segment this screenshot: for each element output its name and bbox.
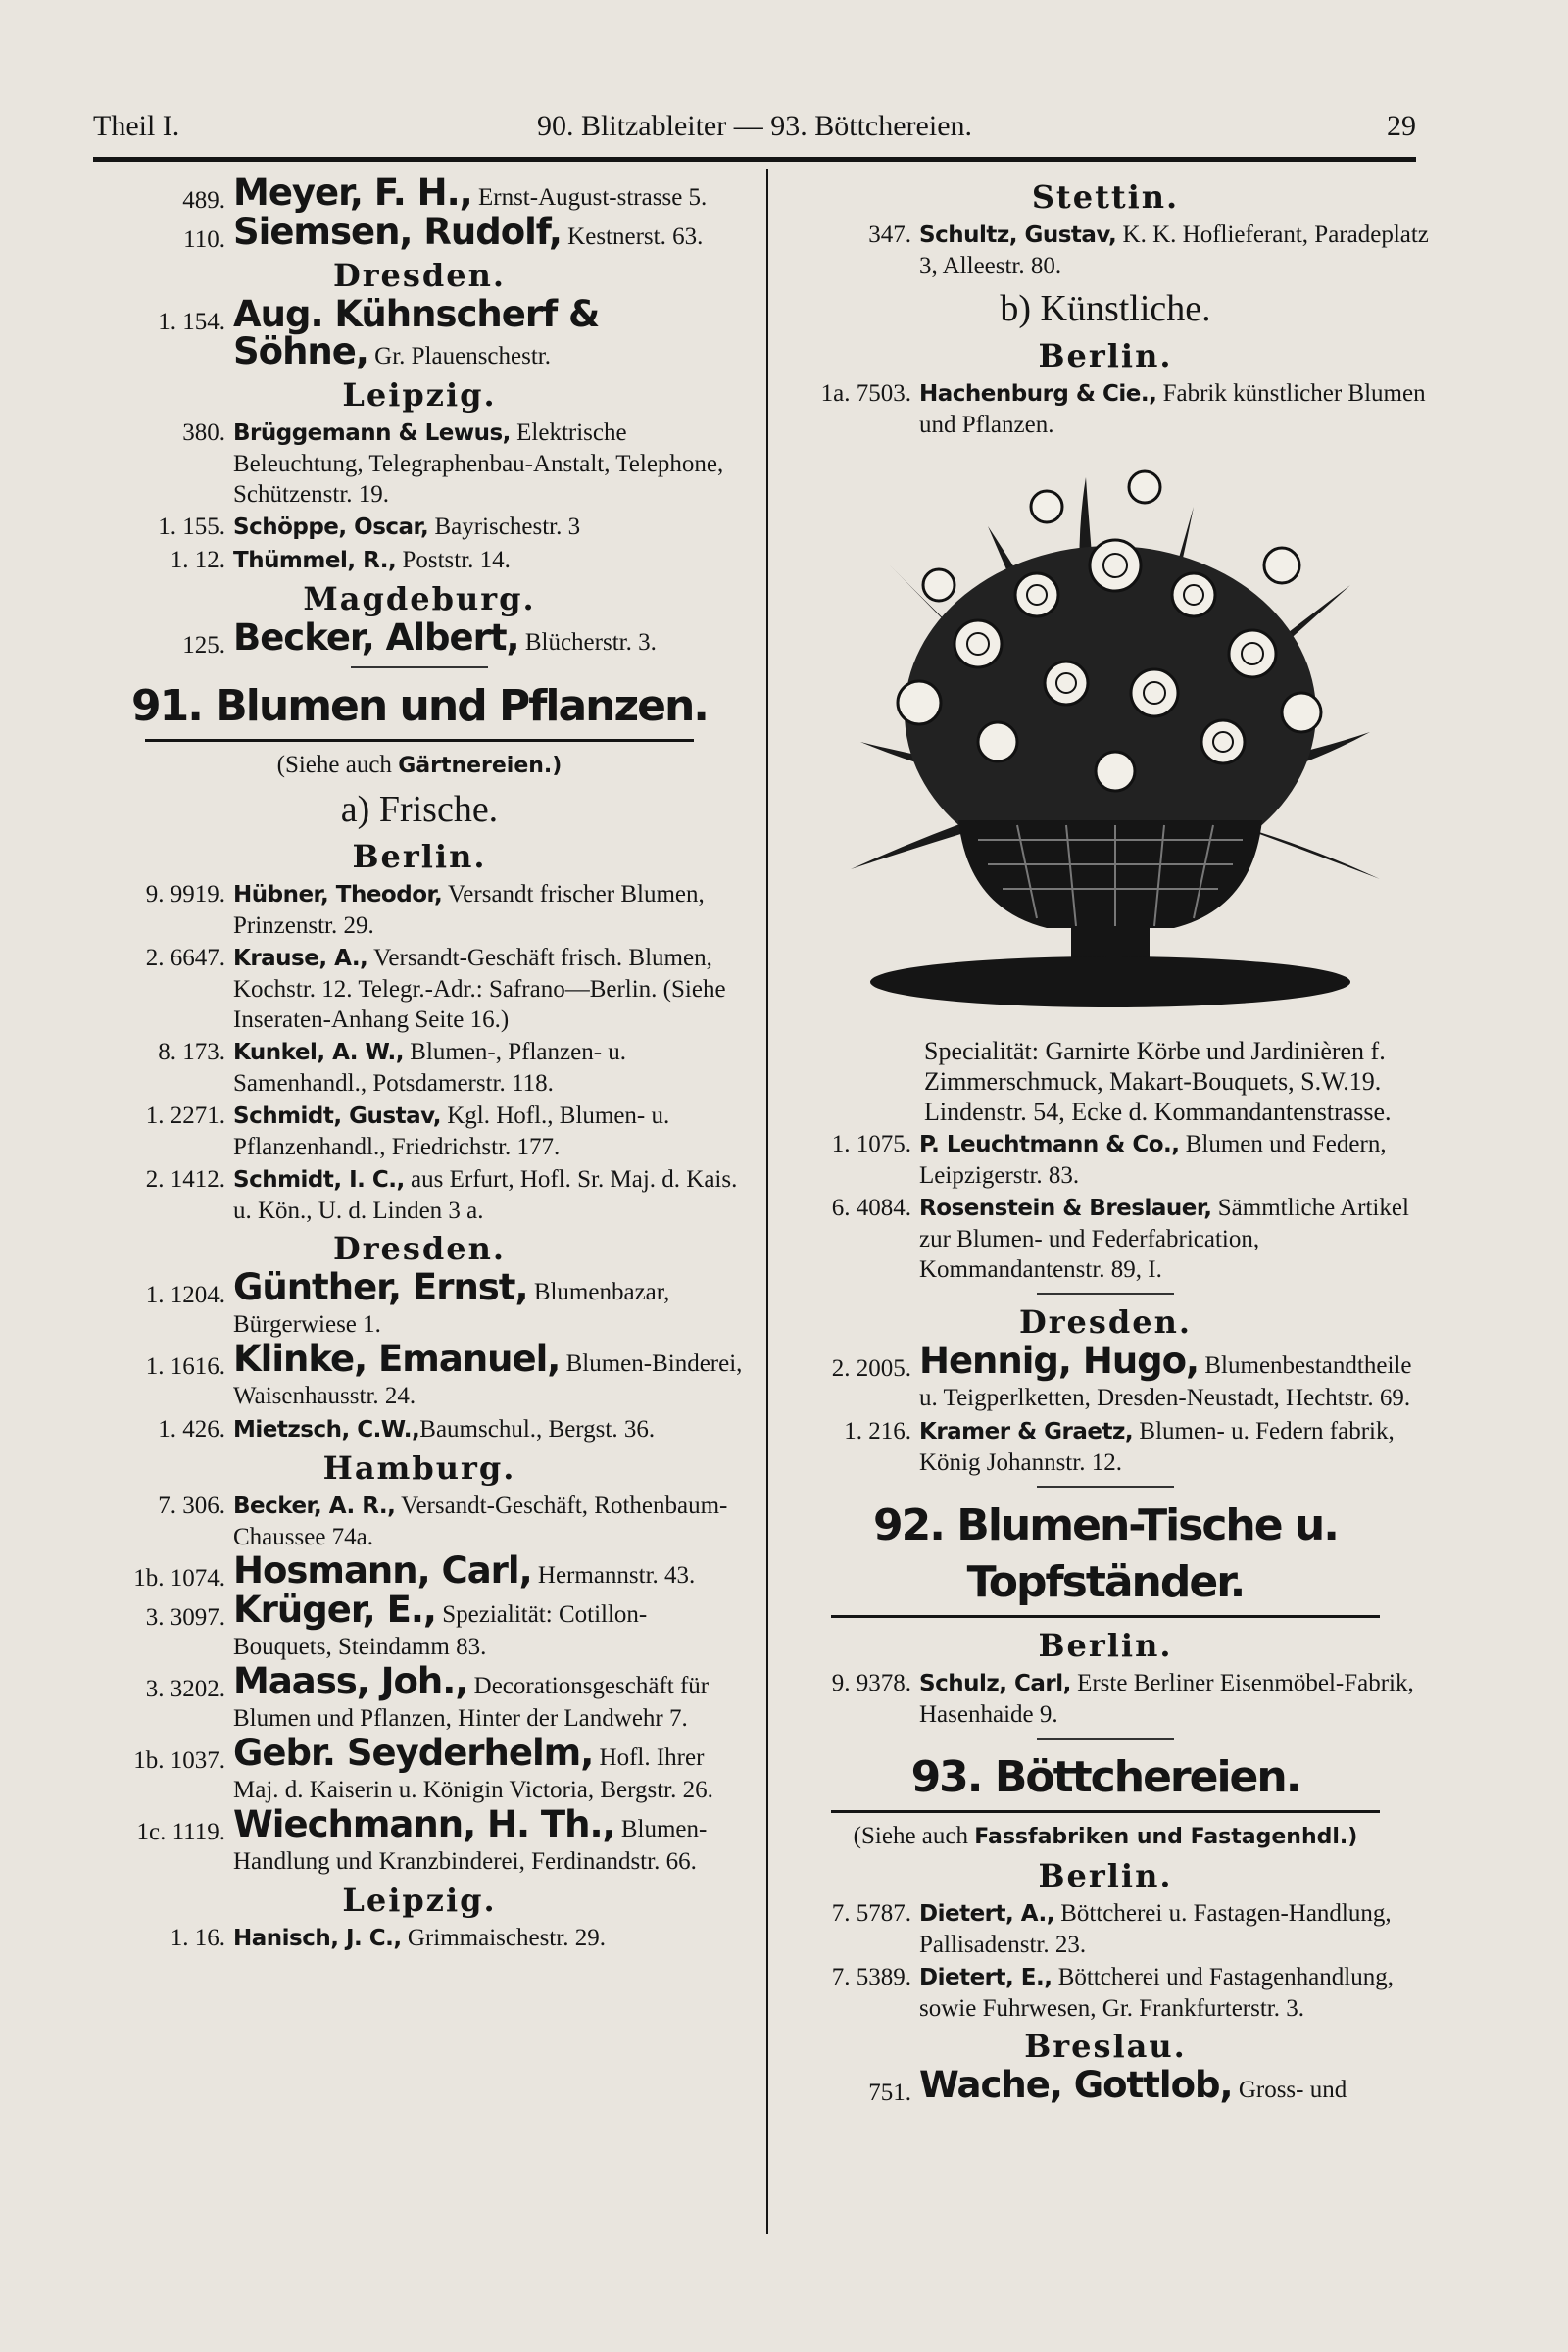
page-number: 29 [1387,110,1416,142]
list-item: 1. 12. Thümmel, R., Poststr. 14. [170,547,511,573]
section-heading-93: 93. Böttchereien. [910,1752,1300,1802]
list-item: 6. 4084. Rosenstein & Breslauer, Sämmtliche Artikel zur Blumen- und Federfabrication, Kommandantenstr. 89, I. [831,1195,1409,1283]
header-rule [93,157,1416,162]
right-column [782,174,1429,2108]
city-heading: Berlin. [1038,337,1173,374]
page-header [93,110,1416,153]
city-heading: Magdeburg. [303,580,536,617]
city-heading: Leipzig. [342,1882,497,1919]
list-item: 2. 6647. Krause, A., Versandt-Geschäft frisch. Blumen, Kochstr. 12. Telegr.-Adr.: Safrano—Berlin. (Siehe Inseraten-Anhang Seite 16.) [145,945,726,1033]
list-item: 1. 1616. Klinke, Emanuel, Blumen-Binderei, Waisenhausstr. 24. [145,1338,743,1409]
list-item: 1. 16. Hanisch, J. C., Grimmaischestr. 29. [170,1925,606,1951]
list-item: 1. 216. Kramer & Graetz, Blumen- u. Federn fabrik, König Johannstr. 12. [844,1418,1395,1476]
list-item: 3. 3202. Maass, Joh., Decorationsgeschäft für Blumen und Pflanzen, Hinter der Landwehr 7. [145,1660,710,1732]
city-heading: Breslau. [1024,2028,1187,2065]
city-heading: Stettin. [1031,178,1180,216]
list-item: 7. 5389. Dietert, E., Böttcherei und Fastagenhandlung, sowie Fuhrwesen, Gr. Frankfurterstr. 3. [831,1964,1394,2022]
separator [1037,1738,1174,1740]
left-column [96,174,743,1956]
list-item: 1a. 7503. Hachenburg & Cie., Fabrik künstlicher Blumen und Pflanzen. [820,380,1426,438]
city-heading: Berlin. [1038,1627,1173,1664]
list-item: 7. 5787. Dietert, A., Böttcherei u. Fastagen-Handlung, Pallisadenstr. 23. [831,1900,1392,1958]
list-item: 1. 1204. Günther, Ernst, Blumenbazar, Bürgerwiese 1. [145,1266,670,1338]
city-heading: Hamburg. [322,1449,516,1487]
cross-reference: (Siehe auch Gärtnereien.) [276,752,563,778]
list-item: 1b. 1037. Gebr. Seyderhelm, Hofl. Ihrer Maj. d. Kaiserin u. Königin Victoria, Bergstr. 26. [133,1732,713,1803]
city-heading: Dresden. [332,1230,507,1267]
list-item: 489. Meyer, F. H., Ernst-August-strasse 5. [182,172,708,214]
list-item: 1. 155. Schöppe, Oscar, Bayrischestr. 3 [158,514,581,540]
list-item: 380. Brüggemann & Lewus, Elektrische Beleuchtung, Telegraphenbau-Anstalt, Telephone, Schützenstr. 19. [182,419,724,508]
city-heading: Dresden. [332,257,507,294]
list-item: 1. 2271. Schmidt, Gustav, Kgl. Hofl., Blumen- u. Pflanzenhandl., Friedrichstr. 177. [145,1102,670,1160]
column-divider [766,169,768,2234]
list-item: 2. 2005. Hennig, Hugo, Blumenbestandtheile u. Teigperlketten, Dresden-Neustadt, Hechtstr. 69. [831,1340,1412,1411]
list-item: 1b. 1074. Hosmann, Carl, Hermannstr. 43. [133,1549,696,1592]
list-item: 125. Becker, Albert, Blücherstr. 3. [182,616,657,659]
section-rule [831,1810,1380,1813]
list-item: 347. Schultz, Gustav, K. K. Hoflieferant, Paradeplatz 3, Alleestr. 80. [868,221,1429,279]
list-item: 110. Siemsen, Rudolf, Kestnerst. 63. [183,211,704,253]
list-item: 3. 3097. Krüger, E., Spezialität: Cotillon-Bouquets, Steindamm 83. [145,1589,648,1660]
list-item: 7. 306. Becker, A. R., Versandt-Geschäft, Rothenbaum-Chaussee 74a. [158,1493,728,1550]
list-item: 1. 1075. P. Leuchtmann & Co., Blumen und Federn, Leipzigerstr. 83. [831,1131,1387,1189]
city-heading: Berlin. [1038,1857,1173,1894]
list-item: 1. 426. Mietzsch, C.W.,Baumschul., Bergst. 36. [158,1416,656,1443]
subsection-heading: a) Frische. [340,789,499,830]
header-title: 90. Blitzableiter — 93. Böttchereien. [536,110,973,142]
list-item: 1c. 1119. Wiechmann, H. Th., Blumen-Handlung und Kranzbinderei, Ferdinandstr. 66. [136,1803,708,1875]
separator [351,666,488,668]
separator [1037,1293,1174,1295]
list-item: 9. 9919. Hübner, Theodor, Versandt frischer Blumen, Prinzenstr. 29. [145,881,705,939]
header-left: Theil I. [93,110,180,142]
subsection-heading: b) Künstliche. [1000,288,1211,329]
section-heading-91: 91. Blumen und Pflanzen. [131,681,708,731]
separator [1037,1486,1174,1488]
list-item: 2. 1412. Schmidt, I. C., aus Erfurt, Hofl. Sr. Maj. d. Kais. u. Kön., U. d. Linden 3 a. [145,1166,738,1224]
list-item: 751. Wache, Gottlob, Gross- und [868,2064,1348,2106]
specialty-note: Specialität: Garnirte Körbe und Jardinièren f. Zimmerschmuck, Makart-Bouquets, S.W.19. Lindenstr. 54, Ecke d. Kommandantenstrasse. [924,1037,1392,1126]
city-heading: Berlin. [352,838,487,875]
section-rule [145,739,694,742]
section-heading-92: 92. Blumen-Tische u. Topfständer. [873,1500,1338,1607]
cross-reference: (Siehe auch Fassfabriken und Fastagenhdl.) [853,1823,1358,1849]
list-item: 1. 154. Aug. Kühnscherf & Söhne, Gr. Plauenschestr. [158,293,600,372]
list-item: 8. 173. Kunkel, A. W., Blumen-, Pflanzen- u. Samenhandl., Potsdamerstr. 118. [158,1039,627,1097]
city-heading: Leipzig. [342,376,497,414]
flower-basket-illustration [821,448,1390,1026]
city-heading: Dresden. [1018,1303,1193,1341]
list-item: 9. 9378. Schulz, Carl, Erste Berliner Eisenmöbel-Fabrik, Hasenhaide 9. [831,1670,1414,1728]
section-rule [831,1615,1380,1618]
